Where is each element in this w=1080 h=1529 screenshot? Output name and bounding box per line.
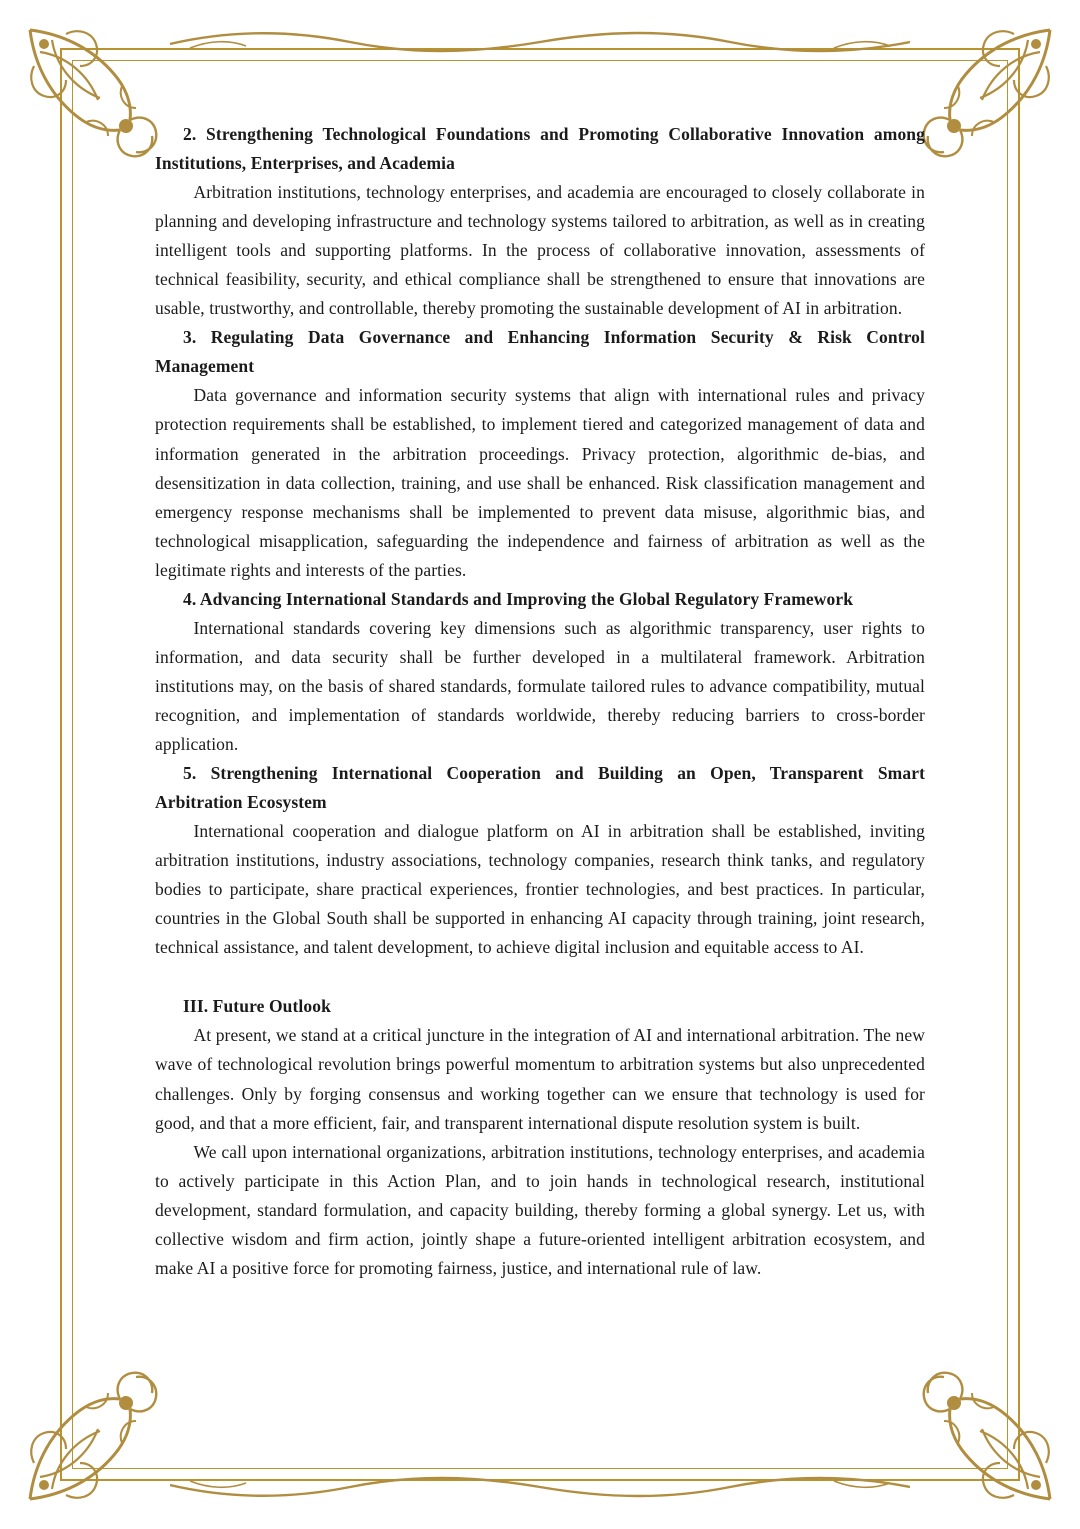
- border-rule-bottom-inner: [72, 1468, 1008, 1469]
- border-rule-left: [60, 48, 62, 1481]
- border-rule-top-inner: [72, 60, 1008, 61]
- edge-ornament-bottom: [170, 1471, 910, 1501]
- edge-ornament-top: [170, 28, 910, 58]
- paragraph-2: Arbitration institutions, technology enterprises, and academia are encouraged to closely collaborate in planning and developing infrastructure and technology systems tailored to arbitration, as well as in creating intelligent tools and supporting platforms. In the process of collaborative innovation, assessments of technical feasibility, security, and ethical compliance shall be strengthened to ensure that innovations are usable, trustworthy, and controllable, thereby promoting the sustainable development of AI in arbitration.: [155, 182, 925, 319]
- corner-ornament-top-left: [22, 22, 172, 172]
- paragraph-outlook-2: We call upon international organizations, arbitration institutions, technology enterprises, and academia to actively participate in this Action Plan, and to join hands in technological research, institutional development, standard formulation, and capacity building, thereby forming a global synergy. Let us, with collective wisdom and firm action, jointly shape a future-oriented intelligent arbitration ecosystem, and make AI a positive force for promoting fairness, justice, and international rule of law.: [155, 1141, 925, 1278]
- paragraph-3: Data governance and information security systems that align with international rules and privacy protection requirements shall be established, to implement tiered and categorized management of data and information generated in the arbitration proceedings. Privacy protection, algorithmic de-bias, and desensitization in data collection, training, and use shall be enhanced. Risk classification management and emergency response mechanisms shall be implemented to prevent data misuse, algorithmic bias, and technological misapplication, safeguarding the independence and fairness of arbitration as well as the legitimate rights and interests of the parties.: [155, 385, 925, 580]
- section-heading-4: 4. Advancing International Standards and Improving the Global Regulatory Framework: [183, 588, 854, 609]
- corner-ornament-top-right: [908, 22, 1058, 172]
- border-rule-right-inner: [1007, 60, 1008, 1469]
- border-rule-right: [1018, 48, 1020, 1481]
- section-heading-3: 3. Regulating Data Governance and Enhancing Information Security & Risk Control Management: [155, 327, 925, 377]
- corner-ornament-bottom-left: [22, 1357, 172, 1507]
- paragraph-outlook-1: At present, we stand at a critical juncture in the integration of AI and international arbitration. The new wave of technological revolution brings powerful momentum to arbitration systems but also unprecedented challenges. Only by forging consensus and working together can we ensure that technology is used for good, and that a more efficient, fair, and transparent international dispute resolution system is built.: [155, 1025, 925, 1133]
- section-heading-future-outlook: III. Future Outlook: [183, 996, 331, 1017]
- border-rule-left-inner: [72, 60, 73, 1469]
- paragraph-5: International cooperation and dialogue platform on AI in arbitration shall be established, inviting arbitration institutions, industry associations, technology companies, research think tanks, and regulatory bodies to participate, share practical experiences, frontier technologies, and best practices. In particular, countries in the Global South shall be supported in enhancing AI capacity through training, joint research, technical assistance, and talent development, to achieve digital inclusion and equitable access to AI.: [155, 821, 925, 958]
- document-body: [155, 120, 925, 1283]
- corner-ornament-bottom-right: [908, 1357, 1058, 1507]
- section-heading-5: 5. Strengthening International Cooperation and Building an Open, Transparent Smart Arbitration Ecosystem: [155, 763, 925, 813]
- paragraph-4: International standards covering key dimensions such as algorithmic transparency, user rights to information, and data security shall be further developed in a multilateral framework. Arbitration institutions may, on the basis of shared standards, formulate tailored rules to advance compatibility, mutual recognition, and implementation of standards worldwide, thereby reducing barriers to cross-border application.: [155, 617, 925, 754]
- section-heading-2: 2. Strengthening Technological Foundations and Promoting Collaborative Innovation among Institutions, Enterprises, and Academia: [155, 124, 925, 174]
